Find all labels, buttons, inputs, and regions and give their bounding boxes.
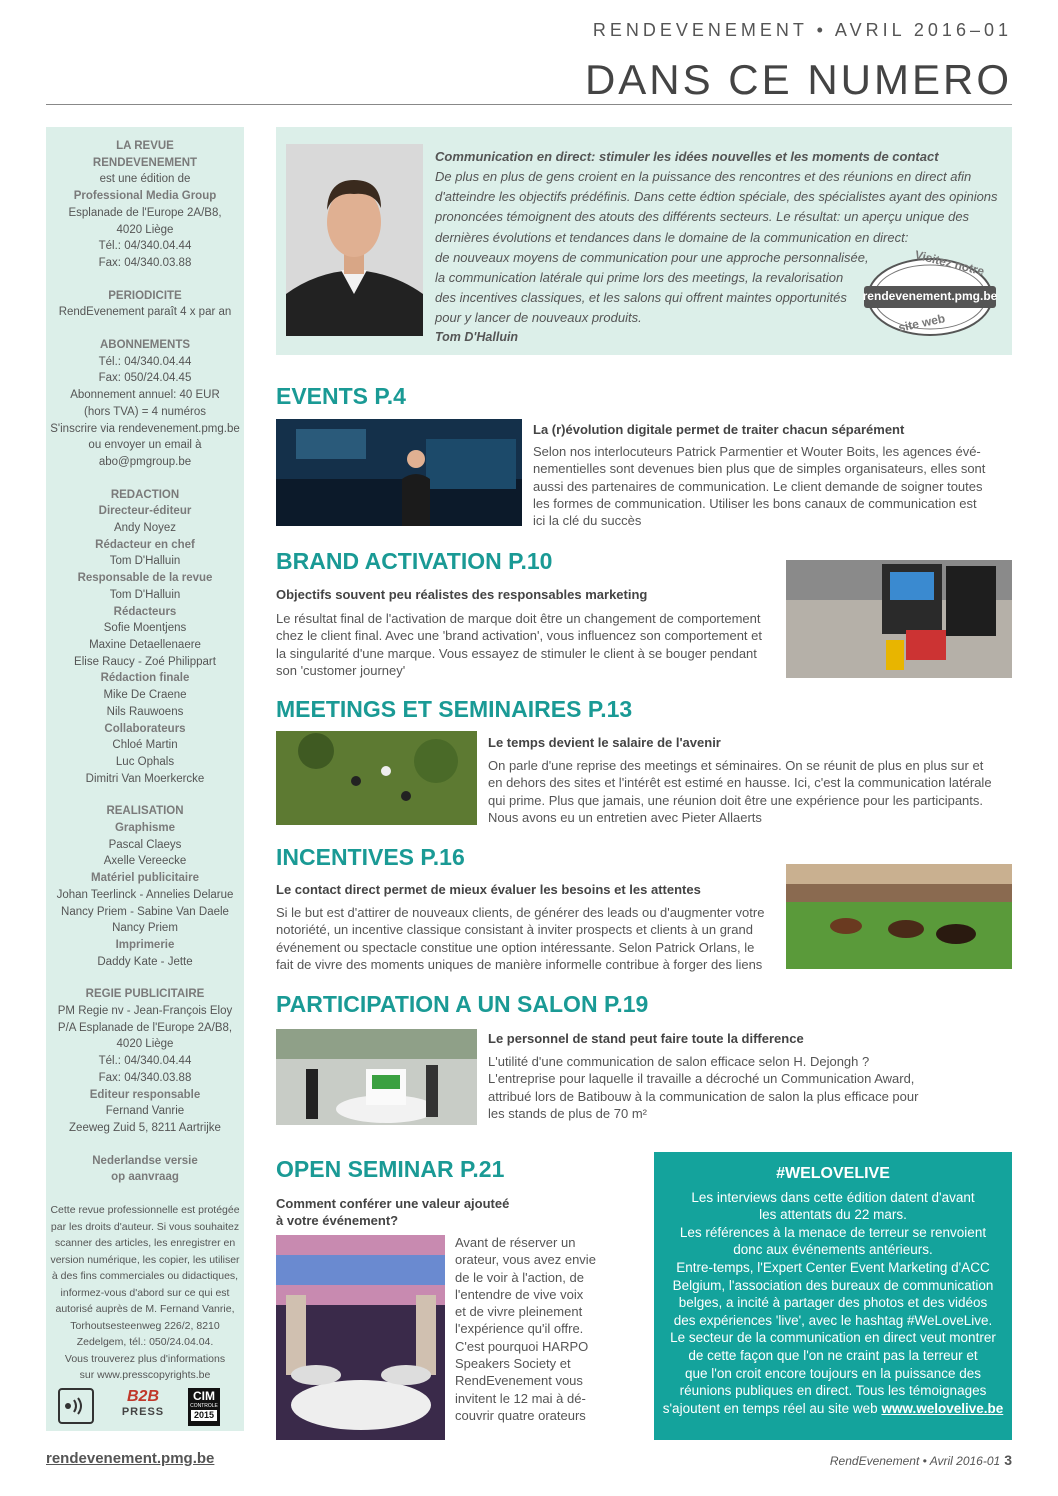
welovelive-line: Les références à la menace de terreur se renvoient <box>679 1224 987 1240</box>
nl-line: op aanvraag <box>111 1171 179 1184</box>
role-label: Imprimerie <box>115 938 175 951</box>
welovelive-line: Belgium, l'association des bureaux de communication <box>672 1277 994 1293</box>
address-line: Tél.: 04/340.04.44 <box>98 240 192 253</box>
meetings-line: On parle d'une reprise des meetings et séminaires. On se réunit de plus en plus sur et <box>488 758 984 773</box>
colophon-legal <box>46 1202 244 1384</box>
role-label: Graphisme <box>114 822 176 835</box>
legal-line: sur www.presscopyrights.be <box>79 1369 211 1382</box>
salon-heading[interactable]: PARTICIPATION A UN SALON P.19 <box>276 991 649 1017</box>
b2b-logo-text: B2B <box>126 1388 159 1405</box>
person-name: Sofie Moentjens <box>103 622 187 635</box>
footer-website-link[interactable]: rendevenement.pmg.be <box>46 1450 215 1467</box>
seminar-line: couvrir quatre orateurs <box>455 1407 586 1423</box>
seminar-line: l'entendre de vive voix <box>455 1286 584 1302</box>
meetings-body <box>488 757 992 826</box>
brand-activation-subtitle: Objectifs souvent peu réalistes des responsables marketing <box>276 587 648 602</box>
publisher: Professional Media Group <box>73 190 217 203</box>
incentives-subtitle: Le contact direct permet de mieux évaluer les besoins et les attentes <box>276 882 701 897</box>
brand-line: chez le client final. Avec une 'brand activation', vous influencez son comportement et <box>276 628 763 644</box>
salon-body <box>488 1053 918 1122</box>
footer-issue <box>830 1452 1012 1468</box>
person-name: Elise Raucy - Zoé Philippart <box>74 655 216 668</box>
welovelive-line: Entre-temps, l'Expert Center Event Marketing d'ACC <box>676 1259 990 1275</box>
regie-line: Tél.: 04/340.04.44 <box>98 1055 192 1068</box>
seminar-line: C'est pourquoi HARPO <box>455 1338 589 1354</box>
events-line: Selon nos interlocuteurs Patrick Parmentier et Wouter Boits, les agences évé- <box>533 444 981 459</box>
legal-line: Torhoutsesteenweg 226/2, 8210 <box>70 1319 220 1332</box>
colophon-periodicite <box>46 288 244 321</box>
brand-line: la singularité d'une marque. Vous essayez de stimuler le client à se bouger pendant <box>276 645 757 661</box>
welovelive-line: Les interviews dans cette édition datent d'avant <box>691 1189 975 1205</box>
nl-line: Nederlandse versie <box>92 1154 198 1167</box>
legal-line: scanner des articles, les enregistrer en <box>54 1237 236 1250</box>
redaction-title: REDACTION <box>110 488 180 501</box>
periodicite-title: PERIODICITE <box>108 289 182 302</box>
intro-line: pour y lancer de nouveaux produits. <box>435 310 642 326</box>
colophon-revue <box>46 138 244 272</box>
meetings-line: en dehors des sites et l'intérêt est estimé en hausse. Ici, c'est la communication latérale <box>488 775 992 791</box>
salon-line: L'utilité d'une communication de salon efficace selon H. Dejongh ? <box>488 1054 870 1069</box>
abonnements-line: ou envoyer un email à abo@pmgroup.be <box>88 439 202 468</box>
audio-icon <box>58 1388 94 1424</box>
open-seminar-heading[interactable]: OPEN SEMINAR P.21 <box>276 1156 505 1182</box>
welovelive-line: réunions publiques en direct. Tous les témoignages <box>679 1383 987 1399</box>
person-name: Johan Teerlinck - Annelies Delarue <box>56 888 234 901</box>
person-name: Pascal Claeys <box>108 838 182 851</box>
colophon-nl <box>46 1153 244 1186</box>
incentives-photo <box>786 864 1012 969</box>
person-name: Axelle Vereecke <box>103 855 187 868</box>
revue-name: RENDEVENEMENT <box>92 156 198 169</box>
abonnements-line: Abonnement annuel: 40 EUR <box>70 389 220 402</box>
page-title: DANS CE NUMERO <box>584 56 1012 103</box>
person-name: Tom D'Halluin <box>109 555 181 568</box>
welovelive-last-prefix: s'ajoutent en temps réel au site web <box>662 1400 878 1416</box>
colophon-regie <box>46 986 244 1136</box>
press-logo-text: PRESS <box>121 1406 165 1418</box>
legal-line: à des fins commerciales ou didactiques, <box>51 1270 239 1283</box>
header-divider <box>46 104 1012 105</box>
colophon-realisation <box>46 803 244 970</box>
intro-line: De plus en plus de gens croient en la puissance des rencontres et des réunions en direct afin <box>435 169 972 184</box>
stamp-url: rendevenement.pmg.be <box>862 289 998 303</box>
brand-activation-heading[interactable]: BRAND ACTIVATION P.10 <box>276 548 553 574</box>
seminar-line: Speakers Society et <box>455 1356 571 1372</box>
welovelive-title: #WELOVELIVE <box>776 1165 890 1182</box>
incentives-body <box>276 904 764 973</box>
stamp-bottom-text: site web <box>897 311 947 335</box>
open-seminar-body <box>455 1234 596 1424</box>
salon-line: L'entreprise pour laquelle il travaille a décroché un Communication Award, <box>488 1071 915 1087</box>
address-line: Esplanade de l'Europe 2A/B8, <box>68 206 222 219</box>
intro-line: prononcées témoignent des atouts des différents secteurs. Le résultat: un aperçu unique des <box>435 209 970 225</box>
salon-line: attribué lors de Batibouw à la communication de salon la plus efficace pour <box>488 1088 919 1104</box>
legal-line: autorisé auprès de M. Fernand Vanrie, <box>55 1303 235 1316</box>
b2b-press-logo <box>118 1388 168 1424</box>
welovelive-line: que l'on croit encore toujours en la puissance des <box>684 1365 981 1381</box>
regie-line: P/A Esplanade de l'Europe 2A/B8, <box>57 1021 233 1034</box>
events-photo <box>276 419 522 526</box>
colophon-redaction <box>46 487 244 788</box>
colophon-sidebar <box>46 127 244 1431</box>
incentives-line: Si le but est d'attirer de nouveaux clients, de générer des leads ou d'augmenter votre <box>276 905 765 920</box>
meetings-heading[interactable]: MEETINGS ET SEMINAIRES P.13 <box>276 696 633 722</box>
logos-row <box>58 1388 238 1426</box>
salon-line: les stands de plus de 70 m² <box>488 1105 647 1121</box>
seminar-subtitle-line: à votre événement? <box>276 1213 399 1228</box>
intro-line: la communication latérale qui prime lors des meetings, la revalorisation <box>435 270 844 286</box>
editor-portrait <box>286 144 423 336</box>
open-seminar-subtitle <box>276 1195 509 1229</box>
person-name: Nancy Priem - Sabine Van Daele <box>61 905 229 918</box>
incentives-line: fait de vivre des moments uniques de manière informelle contribue à forger des liens <box>276 956 763 972</box>
events-line: les formes de communication. Utiliser les bons canaux de communication est <box>533 495 977 511</box>
seminar-line: invitent le 12 mai à dé- <box>455 1390 586 1406</box>
seminar-subtitle-line: Comment conférer une valeur ajouteé <box>276 1196 510 1211</box>
person-name: Mike De Craene <box>103 689 187 702</box>
realisation-title: REALISATION <box>106 805 184 818</box>
intro-line: dernières évolutions et tendances dans le domaine de la communication en direct: <box>435 229 909 245</box>
welovelive-line: des expériences 'live', avec le hashtag #WeLoveLive. <box>673 1312 993 1328</box>
brand-activation-photo <box>786 560 1012 678</box>
abonnements-line: S'inscrire via rendevenement.pmg.be <box>50 422 240 435</box>
intro-author: Tom D'Halluin <box>435 330 519 344</box>
seminar-line: orateur, vous avez envie <box>455 1252 596 1268</box>
cim-logo-sub: CONTROLE <box>190 1403 218 1409</box>
welovelive-box <box>654 1152 1012 1440</box>
editeur-line: Zeeweg Zuid 5, 8211 Aartrijke <box>69 1121 221 1134</box>
welovelive-line: les attentats du 22 mars. <box>759 1207 907 1223</box>
colophon-abonnements <box>46 337 244 471</box>
meetings-subtitle: Le temps devient le salaire de l'avenir <box>488 735 721 750</box>
seminar-line: Avant de réserver un <box>455 1235 576 1250</box>
meetings-line: Nous avons eu un entretien avec Pieter Allaerts <box>488 809 762 825</box>
person-name: Dimitri Van Moerkercke <box>85 772 205 785</box>
role-label: Rédaction finale <box>100 672 190 685</box>
cim-logo-text: CIM <box>193 1389 215 1403</box>
legal-line: Vous trouverez plus d'informations <box>64 1352 226 1365</box>
stamp-top-text: Visitez notre <box>913 247 986 279</box>
legal-line: informez-vous d'abord sur ce qui est <box>60 1286 230 1299</box>
address-line: Fax: 04/340.03.88 <box>98 256 192 269</box>
cim-logo-year: 2015 <box>191 1410 217 1421</box>
legal-line: par les droits d'auteur. Si vous souhaitez <box>50 1220 240 1233</box>
periodicite-line: RendEvenement paraît 4 x par an <box>58 306 232 319</box>
intro-line: des incentives classiques, et les salons qui offrent maintes opportunités <box>435 290 847 306</box>
legal-line: version numérique, les copier, les utiliser <box>50 1253 240 1266</box>
person-name: Chloé Martin <box>112 739 178 752</box>
website-stamp[interactable] <box>862 247 998 340</box>
seminar-line: et de vivre pleinement <box>455 1304 583 1320</box>
incentives-heading[interactable]: INCENTIVES P.16 <box>276 844 465 870</box>
brand-line: Le résultat final de l'activation de marque doit être un changement de comportement <box>276 611 761 626</box>
person-name: Tom D'Halluin <box>109 588 181 601</box>
incentives-line: notoriété, un incentive classique consistant à inviter prospects et clients à un grand <box>276 922 753 938</box>
seminar-line: RendEvenement vous <box>455 1373 583 1389</box>
events-body <box>533 443 985 529</box>
issue-kicker: RENDEVENEMENT • AVRIL 2016–01 <box>592 20 1012 40</box>
role-label: Responsable de la revue <box>77 572 213 585</box>
events-heading[interactable]: EVENTS P.4 <box>276 383 406 409</box>
role-label: Collaborateurs <box>104 722 186 735</box>
person-name: Nils Rauwoens <box>106 705 184 718</box>
regie-line: 4020 Liège <box>116 1038 174 1051</box>
revue-line: est une édition de <box>99 173 191 186</box>
person-name: Nancy Priem <box>112 922 178 935</box>
open-seminar-photo <box>276 1235 445 1440</box>
meetings-line: qui prime. Plus que jamais, une réunion doit être une expérience pour les participants. <box>488 792 984 808</box>
salon-subtitle: Le personnel de stand peut faire toute la difference <box>488 1031 804 1046</box>
incentives-line: événement ou spectacle constitue une option intéressante. Selon Patrick Orlans, le <box>276 939 755 955</box>
brand-activation-body <box>276 610 762 679</box>
page-number: 3 <box>1004 1452 1012 1468</box>
regie-line: PM Regie nv - Jean-François Eloy <box>57 1005 233 1018</box>
abonnements-line: (hors TVA) = 4 numéros <box>84 405 206 418</box>
welovelive-line: belges, a incité à partager des photos et des vidéos <box>678 1295 988 1311</box>
regie-title: REGIE PUBLICITAIRE <box>85 988 205 1001</box>
person-name: Daddy Kate - Jette <box>97 955 193 968</box>
welovelive-line: Le secteur de la communication en direct veut montrer <box>670 1330 996 1346</box>
abonnements-line: Fax: 050/24.04.45 <box>98 372 192 385</box>
brand-line: son 'customer journey' <box>276 662 406 678</box>
intro-title: Communication en direct: stimuler les idées nouvelles et les moments de contact <box>435 149 939 164</box>
editeur-line: Fernand Vanrie <box>105 1105 185 1118</box>
revue-title: LA REVUE <box>116 140 174 152</box>
seminar-line: l'expérience qu'il offre. <box>455 1321 584 1337</box>
regie-line: Fax: 04/340.03.88 <box>98 1071 192 1084</box>
abonnements-line: Tél.: 04/340.04.44 <box>98 355 192 368</box>
seminar-line: de le voir à l'action, de <box>455 1269 584 1285</box>
welovelive-last-line <box>654 1400 1012 1418</box>
salon-photo <box>276 1029 477 1125</box>
meetings-photo <box>276 731 477 825</box>
welovelive-line: de cette façon que l'on ne craint pas la terreur et <box>688 1347 978 1363</box>
abonnements-title: ABONNEMENTS <box>99 339 191 352</box>
role-label: Matériel publicitaire <box>90 872 199 885</box>
person-name: Maxine Detaellenaere <box>89 638 201 651</box>
address-line: 4020 Liège <box>116 223 174 236</box>
legal-line: Cette revue professionnelle est protégée <box>50 1204 240 1217</box>
events-line: nementielles sont devenues bien plus que de simples organisateurs, elles sont <box>533 461 986 477</box>
intro-line: d'atteindre les objectifs prédéfinis. Dans cette édtion spéciale, des spécialistes ayant des opinions <box>435 189 998 205</box>
footer-issue-text: RendEvenement • Avril 2016-01 <box>829 1454 1001 1468</box>
events-line: ici la clé du succès <box>533 513 642 529</box>
person-name: Luc Ophals <box>115 755 175 768</box>
intro-line: de nouveaux moyens de communication pour une approche personnalisée, <box>435 249 869 265</box>
role-label: Rédacteur en chef <box>95 538 195 551</box>
person-name: Andy Noyez <box>113 522 176 535</box>
role-label: Directeur-éditeur <box>98 505 192 518</box>
legal-line: Zedelgem, tél.: 050/24.04.04. <box>76 1336 214 1349</box>
cim-logo <box>188 1388 220 1426</box>
role-label: Rédacteurs <box>113 605 177 618</box>
events-line: aussi des partenaires de communication. Le client demande de soigner toutes <box>533 478 983 494</box>
editeur-title: Editeur responsable <box>89 1088 201 1101</box>
welovelive-line: donc aux événements antérieurs. <box>733 1242 933 1258</box>
events-subtitle: La (r)évolution digitale permet de traiter chacun séparément <box>533 422 905 437</box>
welovelive-link[interactable]: www.welovelive.be <box>881 1400 1004 1416</box>
